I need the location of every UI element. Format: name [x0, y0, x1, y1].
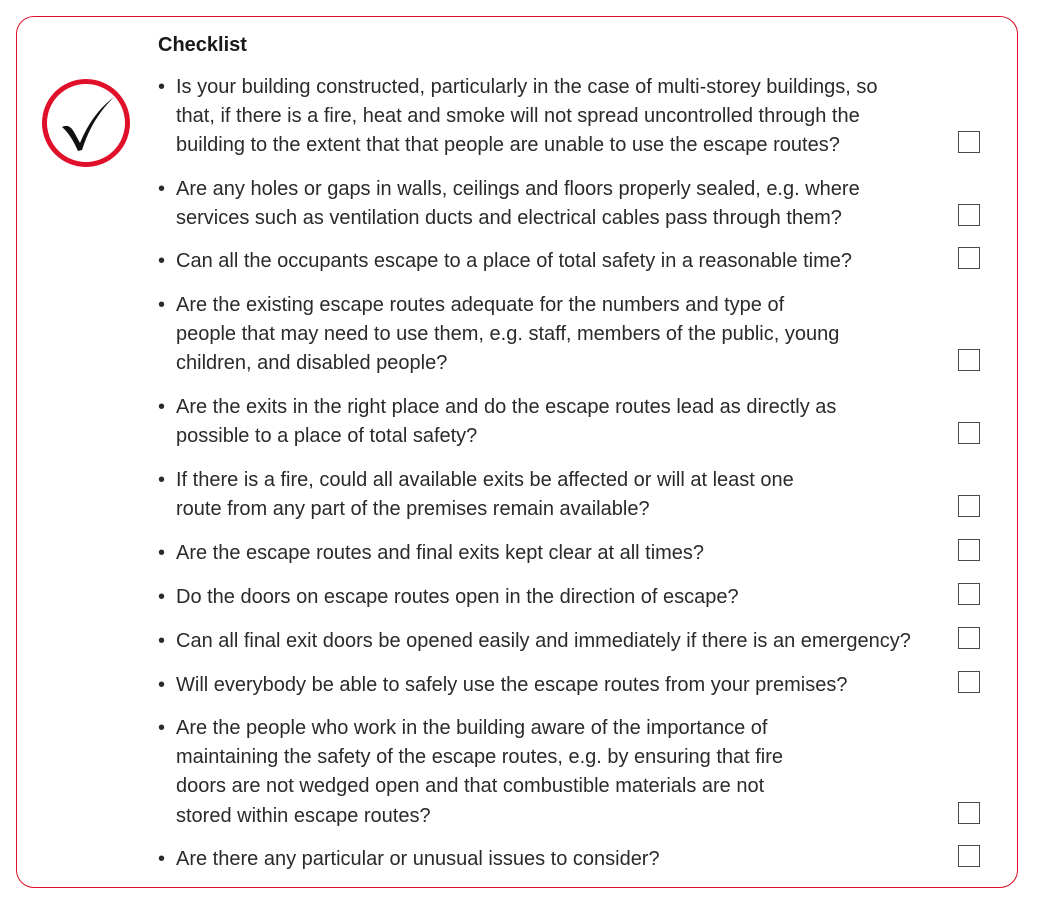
checklist-item-text: services such as ventilation ducts and electrical cables pass through them?	[176, 207, 842, 230]
checklist-checkbox[interactable]	[958, 627, 980, 649]
checklist-checkbox[interactable]	[958, 539, 980, 561]
checklist-checkbox[interactable]	[958, 422, 980, 444]
checkmark-badge-icon	[41, 78, 131, 168]
checklist-checkbox[interactable]	[958, 247, 980, 269]
checklist-checkbox[interactable]	[958, 131, 980, 153]
bullet: •	[158, 294, 166, 316]
checklist-item-text: Are the escape routes and final exits kept clear at all times?	[176, 542, 705, 564]
checklist-checkbox[interactable]	[958, 583, 980, 605]
checklist-item-text: Can all final exit doors be opened easily and immediately if there is an emergency?	[176, 630, 911, 652]
bullet: •	[158, 76, 166, 98]
bullet: •	[158, 250, 166, 272]
checklist-checkbox[interactable]	[958, 349, 980, 371]
checklist-checkbox[interactable]	[958, 495, 980, 517]
checklist-checkbox[interactable]	[958, 204, 980, 226]
checklist-checkbox[interactable]	[958, 802, 980, 824]
checklist-item-text: Are there any particular or unusual issues to consider?	[176, 848, 660, 870]
bullet: •	[158, 586, 166, 608]
bullet: •	[158, 396, 166, 418]
checklist-title: Checklist	[158, 34, 247, 56]
bullet: •	[158, 542, 166, 564]
checklist-item-text: If there is a fire, could all available exits be affected or will at least one	[176, 469, 794, 491]
checklist-item-text: children, and disabled people?	[176, 352, 448, 375]
checklist-item-text: building to the extent that that people are unable to use the escape routes?	[176, 134, 840, 157]
bullet: •	[158, 848, 166, 870]
bullet: •	[158, 469, 166, 491]
checklist-item-text: Is your building constructed, particularly in the case of multi-storey buildings, so	[176, 76, 878, 98]
checklist-item-text: doors are not wedged open and that combustible materials are not	[176, 775, 765, 798]
checklist-item-text: stored within escape routes?	[176, 804, 431, 827]
checklist-item-text: Are the existing escape routes adequate for the numbers and type of	[176, 294, 785, 316]
bullet: •	[158, 630, 166, 652]
checklist-item-text: Can all the occupants escape to a place of total safety in a reasonable time?	[176, 250, 852, 272]
bullet: •	[158, 178, 166, 200]
checklist-item-text: Do the doors on escape routes open in the direction of escape?	[176, 586, 739, 608]
checklist-checkbox[interactable]	[958, 671, 980, 693]
bullet: •	[158, 717, 166, 739]
checklist-checkbox[interactable]	[958, 845, 980, 867]
checklist-item-text: Are any holes or gaps in walls, ceilings and floors properly sealed, e.g. where	[176, 178, 860, 200]
checklist-item-text: Are the exits in the right place and do the escape routes lead as directly as	[176, 396, 837, 418]
bullet: •	[158, 674, 166, 696]
checklist-item-text: maintaining the safety of the escape routes, e.g. by ensuring that fire	[176, 746, 784, 769]
checklist-item-text: that, if there is a fire, heat and smoke will not spread uncontrolled through the	[176, 105, 860, 128]
checklist-item-text: Will everybody be able to safely use the escape routes from your premises?	[176, 674, 848, 696]
checklist-item-text: Are the people who work in the building aware of the importance of	[176, 717, 768, 739]
checklist-item-text: route from any part of the premises remain available?	[176, 498, 650, 521]
checklist-item-text: possible to a place of total safety?	[176, 425, 478, 448]
checklist-item-text: people that may need to use them, e.g. staff, members of the public, young	[176, 323, 840, 346]
